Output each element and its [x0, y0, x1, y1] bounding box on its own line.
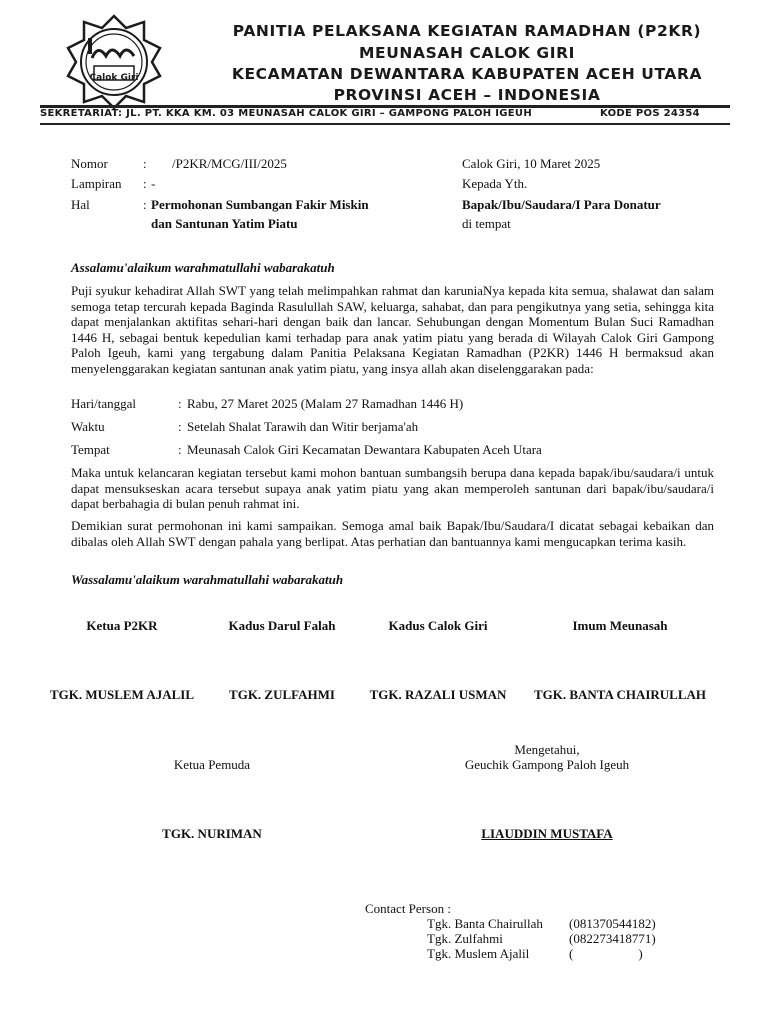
name-ketua-p2kr: TGK. MUSLEM AJALIL — [49, 687, 195, 702]
lampiran-value: - — [151, 176, 156, 191]
paragraph-request: Maka untuk kelancaran kegiatan tersebut kami mohon bantuan sumbangsih berupa dana kepada bapak/ibu/saudara/i untuk dapat mensukseskan acara tersebut supaya anak yatim piatu yang akan memperoleh santunan dari bapak/ibu/saudara/i dapat berbahagia di bulan penuh rahmat ini. — [71, 465, 714, 511]
letterhead-line-2: MEUNASAH CALOK GIRI — [359, 44, 575, 62]
name-geuchik: LIAUDDIN MUSTAFA — [481, 826, 613, 841]
role-kadus-darul-falah: Kadus Darul Falah — [228, 618, 336, 633]
name-kadus-darul-falah: TGK. ZULFAHMI — [229, 687, 335, 702]
hari-label: Hari/tanggal — [71, 396, 136, 411]
contact-phone: ( ) — [569, 946, 643, 961]
contact-name: Tgk. Muslem Ajalil — [427, 946, 530, 961]
paragraph-closing: Demikian surat permohonan ini kami sampaikan. Semoga amal baik Bapak/Ibu/Saudara/I dicatat sebagai kebaikan dan dibalas oleh Allah SWT dengan pahala yang berlipat. Atas perhatian dan bantuannya kami mengucapkan terima kasih. — [71, 518, 714, 549]
di-tempat: di tempat — [462, 216, 511, 231]
role-kadus-calok-giri: Kadus Calok Giri — [388, 618, 488, 633]
lampiran-colon: : — [143, 176, 147, 191]
nomor-label: Nomor — [71, 156, 108, 171]
tempat-colon: : — [178, 442, 182, 457]
name-ketua-pemuda: TGK. NURIMAN — [162, 826, 262, 841]
name-kadus-calok-giri: TGK. RAZALI USMAN — [369, 687, 507, 702]
waktu-value: Setelah Shalat Tarawih dan Witir berjama'ah — [187, 419, 419, 434]
letterhead-line-1: PANITIA PELAKSANA KEGIATAN RAMADHAN (P2KR) — [232, 22, 702, 40]
hal-label: Hal — [71, 197, 90, 212]
nomor-colon: : — [143, 156, 147, 171]
contact-name: Tgk. Banta Chairullah — [427, 916, 543, 931]
organization-logo — [44, 14, 184, 110]
contact-name: Tgk. Zulfahmi — [427, 931, 503, 946]
place-date: Calok Giri, 10 Maret 2025 — [462, 156, 601, 171]
paragraph-intro: Puji syukur kehadirat Allah SWT yang telah melimpahkan rahmat dan karuniaNya kepada kita semua, shalawat dan salam semoga tetap tercurah kepada Baginda Rasulullah SAW, keluarga, sahabat, dan para pengikutnya yang setia, sehingga kita dapat menjalankan aktifitas sehari-hari dengan baik dan lancar. Sehubungan dengan Momentum Bulan Suci Ramadhan 1446 H, sebagai bentuk kepedulian kami terhadap para anak yatim piatu yang berada di Wilayah Calok Giri Gampong Paloh Igeuh, kami yang tergabung dalam Panitia Pelaksana Kegiatan Ramadhan (P2KR) 1446 H bermaksud akan menyelenggarakan kegiatan santunan anak yatim piatu, yang insya allah akan diselenggarakan pada: — [71, 283, 714, 376]
closing-greeting: Wassalamu'alaikum warahmatullahi wabarakatuh — [71, 572, 344, 587]
contact-label: Contact Person : — [365, 901, 451, 916]
name-imum-meunasah: TGK. BANTA CHAIRULLAH — [533, 687, 707, 702]
contact-phone: (082273418771) — [569, 931, 656, 946]
nomor-value: /P2KR/MCG/III/2025 — [172, 156, 287, 171]
postal-code: KODE POS 24354 — [600, 108, 700, 119]
kepada-label: Kepada Yth. — [462, 176, 528, 191]
tempat-value: Meunasah Calok Giri Kecamatan Dewantara Kabupaten Aceh Utara — [187, 442, 542, 457]
hal-value-line-2: dan Santunan Yatim Piatu — [151, 216, 298, 231]
role-imum-meunasah: Imum Meunasah — [572, 618, 668, 633]
hal-colon: : — [143, 197, 147, 212]
letterhead-address — [40, 108, 730, 122]
hal-value-line-1: Permohonan Sumbangan Fakir Miskin — [151, 197, 369, 212]
letterhead-rule-bottom — [40, 123, 730, 125]
role-ketua-pemuda: Ketua Pemuda — [173, 757, 251, 772]
letterhead-line-4: PROVINSI ACEH – INDONESIA — [333, 86, 601, 104]
role-ketua-p2kr: Ketua P2KR — [86, 618, 158, 633]
mengetahui-label: Mengetahui, — [514, 742, 580, 757]
role-geuchik: Geuchik Gampong Paloh Igeuh — [464, 757, 630, 772]
hari-colon: : — [178, 396, 182, 411]
logo-text: Calok Giri — [89, 73, 139, 83]
hari-value: Rabu, 27 Maret 2025 (Malam 27 Ramadhan 1446 H) — [187, 396, 464, 411]
tempat-label: Tempat — [71, 442, 110, 457]
waktu-colon: : — [178, 419, 182, 434]
lampiran-label: Lampiran — [71, 176, 122, 191]
greeting: Assalamu'alaikum warahmatullahi wabarakatuh — [71, 260, 335, 275]
letterhead-line-3: KECAMATAN DEWANTARA KABUPATEN ACEH UTARA — [231, 65, 703, 83]
waktu-label: Waktu — [71, 419, 105, 434]
secretariat-address: SEKRETARIAT: JL. PT. KKA KM. 03 MEUNASAH CALOK GIRI – GAMPONG PALOH IGEUH — [40, 108, 533, 119]
recipient: Bapak/Ibu/Saudara/I Para Donatur — [462, 197, 661, 212]
contact-phone: (081370544182) — [569, 916, 656, 931]
